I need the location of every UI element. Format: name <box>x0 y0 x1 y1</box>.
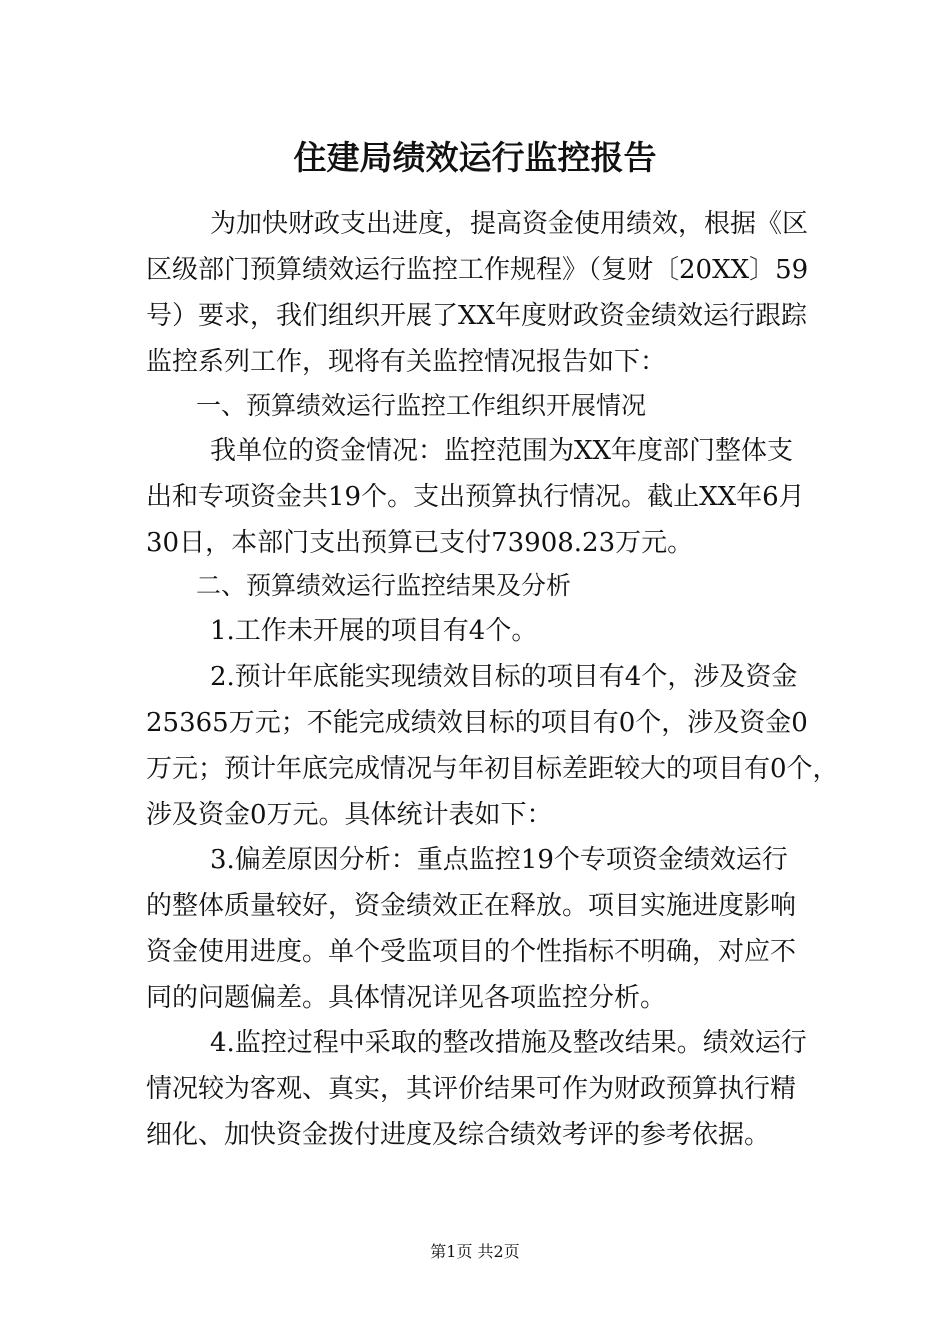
paragraph-line: 出和专项资金共19个。支出预算执行情况。截止XX年6月 <box>146 482 805 512</box>
paragraph-line: 区级部门预算绩效运行监控工作规程》（复财〔20XX〕59 <box>146 255 809 285</box>
paragraph-line: 为加快财政支出进度，提高资金使用绩效，根据《区 <box>210 209 809 239</box>
paragraph-line: 号）要求，我们组织开展了XX年度财政资金绩效运行跟踪 <box>146 301 808 331</box>
paragraph-line: 资金使用进度。单个受监项目的个性指标不明确，对应不 <box>146 937 797 967</box>
paragraph-line: 30日，本部门支出预算已支付73908.23万元。 <box>146 528 694 558</box>
paragraph-line: 监控系列工作，现将有关监控情况报告如下： <box>146 347 667 377</box>
section-heading: 一、预算绩效运行监控工作组织开展情况 <box>196 391 647 420</box>
section-heading: 二、预算绩效运行监控结果及分析 <box>196 571 572 600</box>
document-title: 住建局绩效运行监控报告 <box>293 138 657 177</box>
paragraph-line: 情况较为客观、真实，其评价结果可作为财政预算执行精 <box>146 1074 797 1104</box>
paragraph-line: 25365万元；不能完成绩效目标的项目有0个，涉及资金0 <box>146 708 808 738</box>
paragraph-line: 细化、加快资金拨付进度及综合绩效考评的参考依据。 <box>146 1120 771 1150</box>
paragraph-line: 我单位的资金情况：监控范围为XX年度部门整体支 <box>210 436 794 466</box>
list-item: 2.预计年底能实现绩效目标的项目有4个，涉及资金 <box>210 662 798 692</box>
list-item: 3.偏差原因分析：重点监控19个专项资金绩效运行 <box>210 845 788 875</box>
page-number: 第1页 共2页 <box>430 1242 520 1261</box>
list-item: 1.工作未开展的项目有4个。 <box>210 616 538 646</box>
paragraph-line: 的整体质量较好，资金绩效正在释放。项目实施进度影响 <box>146 891 797 921</box>
paragraph-line: 同的问题偏差。具体情况详见各项监控分析。 <box>146 983 667 1013</box>
paragraph-line: 万元；预计年底完成情况与年初目标差距较大的项目有0个， <box>146 754 839 784</box>
list-item: 4.监控过程中采取的整改措施及整改结果。绩效运行 <box>210 1028 807 1058</box>
paragraph-line: 涉及资金0万元。具体统计表如下： <box>146 800 553 830</box>
